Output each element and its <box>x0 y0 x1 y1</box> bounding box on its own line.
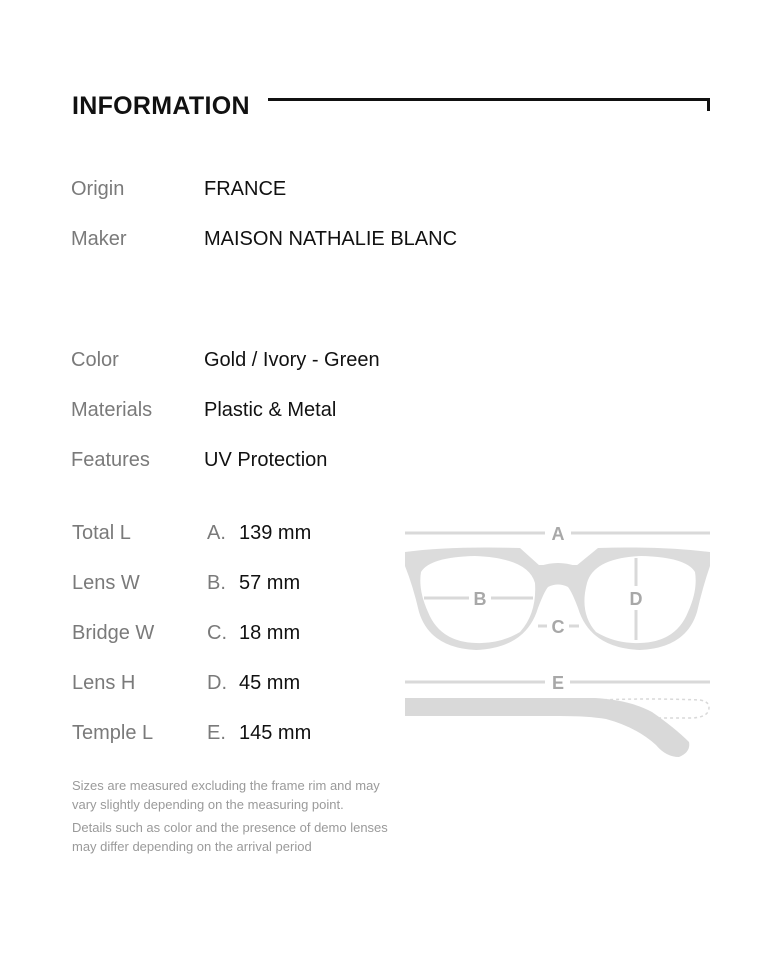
detail-value: MAISON NATHALIE BLANC <box>204 228 458 250</box>
diagram-label-b: B <box>473 589 487 609</box>
measure-value: 139 mm <box>239 522 312 544</box>
measure-letter: B. <box>207 572 226 594</box>
bridge-bar <box>535 565 585 571</box>
temple-arm <box>405 698 689 757</box>
detail-value: Gold / Ivory - Green <box>204 349 380 371</box>
measure-letter: D. <box>207 672 227 694</box>
measure-letter: E. <box>207 722 226 744</box>
measure-value: 18 mm <box>239 622 301 644</box>
glasses-dimension-diagram <box>400 520 720 770</box>
title-rule-end <box>707 98 710 111</box>
measure-label: Lens W <box>72 572 140 594</box>
measure-label: Total L <box>72 522 131 544</box>
detail-label: Origin <box>71 178 125 200</box>
diagram-label-c: C <box>551 617 565 637</box>
title-rule <box>268 98 708 101</box>
note-measurement: Sizes are measured excluding the frame rim and may vary slightly depending on the measuring point. <box>72 778 380 812</box>
detail-value: FRANCE <box>204 178 287 200</box>
detail-label: Maker <box>71 228 127 250</box>
measure-label: Temple L <box>72 722 154 744</box>
detail-label: Color <box>71 349 119 371</box>
detail-label: Features <box>71 449 150 471</box>
measure-value: 57 mm <box>239 572 301 594</box>
measure-label: Lens H <box>72 672 136 694</box>
measure-letter: A. <box>207 522 226 544</box>
diagram-label-d: D <box>629 589 643 609</box>
measure-value: 45 mm <box>239 672 301 694</box>
measure-letter: C. <box>207 622 227 644</box>
detail-value: UV Protection <box>204 449 328 471</box>
detail-label: Materials <box>71 399 153 421</box>
diagram-label-e: E <box>551 673 565 693</box>
note-details: Details such as color and the presence of demo lenses may differ depending on the arrival period <box>72 820 388 854</box>
measure-label: Bridge W <box>72 622 155 644</box>
detail-value: Plastic & Metal <box>204 399 337 421</box>
section-title: INFORMATION <box>72 92 250 120</box>
diagram-label-a: A <box>551 524 565 544</box>
measure-value: 145 mm <box>239 722 312 744</box>
